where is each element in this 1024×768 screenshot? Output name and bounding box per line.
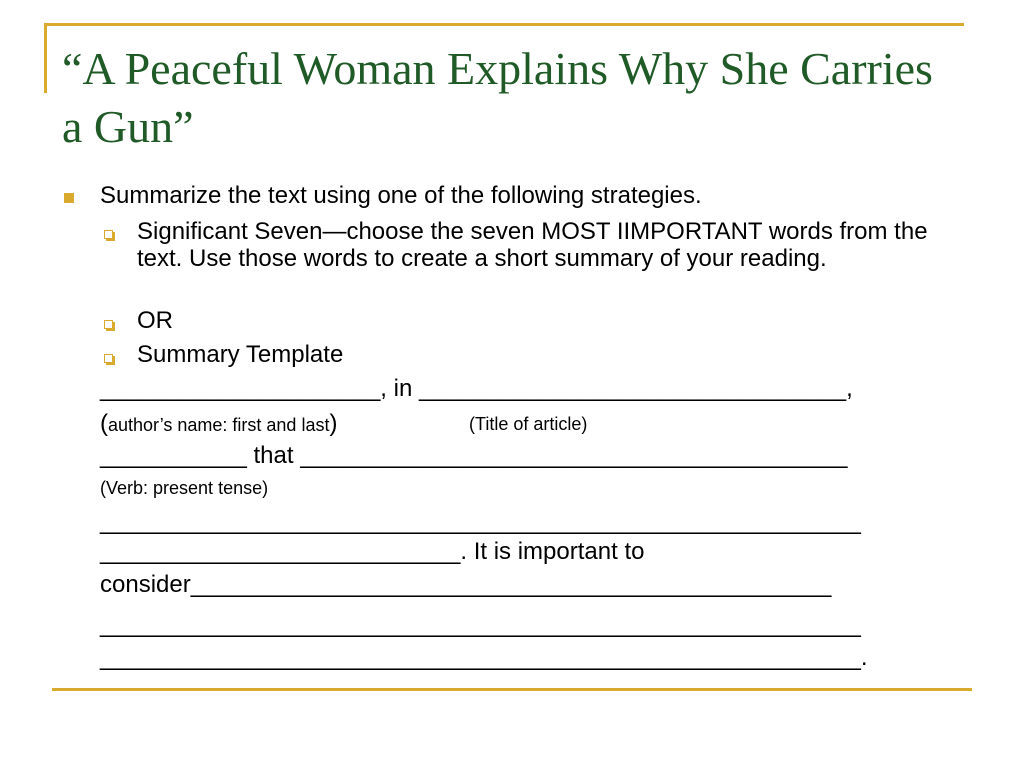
label-author-text: author’s name: first and last	[108, 415, 330, 435]
square-bullet-icon	[64, 193, 74, 203]
template-line-consider: consider________________________________________________	[100, 571, 832, 598]
label-author-open-paren: (	[100, 410, 108, 437]
label-title-of-article: (Title of article)	[469, 414, 588, 434]
template-line-verb: ___________ that _________________________________________	[100, 442, 848, 469]
template-line-blank-1: _________________________________________________________	[100, 508, 861, 535]
hollow-square-bullet-icon	[104, 354, 113, 363]
label-verb: (Verb: present tense)	[100, 478, 269, 498]
option-or: OR	[137, 307, 173, 334]
label-author	[100, 410, 337, 438]
slide-title: “A Peaceful Woman Explains Why She Carries a Gun”	[62, 43, 933, 152]
template-line-blank-2: _________________________________________________________	[100, 611, 861, 638]
template-line-author-title: _____________________, in ________________________________,	[100, 375, 853, 402]
label-author-close-paren: )	[329, 410, 338, 437]
hollow-square-bullet-icon	[104, 320, 113, 329]
hollow-square-bullet-icon	[104, 230, 113, 239]
template-line-blank-3: _________________________________________________________.	[100, 644, 868, 671]
left-decorative-rule	[44, 23, 47, 93]
instruction-text: Summarize the text using one of the following strategies.	[100, 182, 702, 209]
option-significant-seven: Significant Seven—choose the seven MOST IIMPORTANT words from the text. Use those words to create a short summary of your reading.	[137, 218, 928, 272]
bottom-decorative-rule	[52, 688, 972, 691]
top-decorative-rule	[44, 23, 964, 26]
template-line-important: ___________________________. It is important to	[100, 538, 645, 565]
option-summary-template: Summary Template	[137, 341, 344, 368]
